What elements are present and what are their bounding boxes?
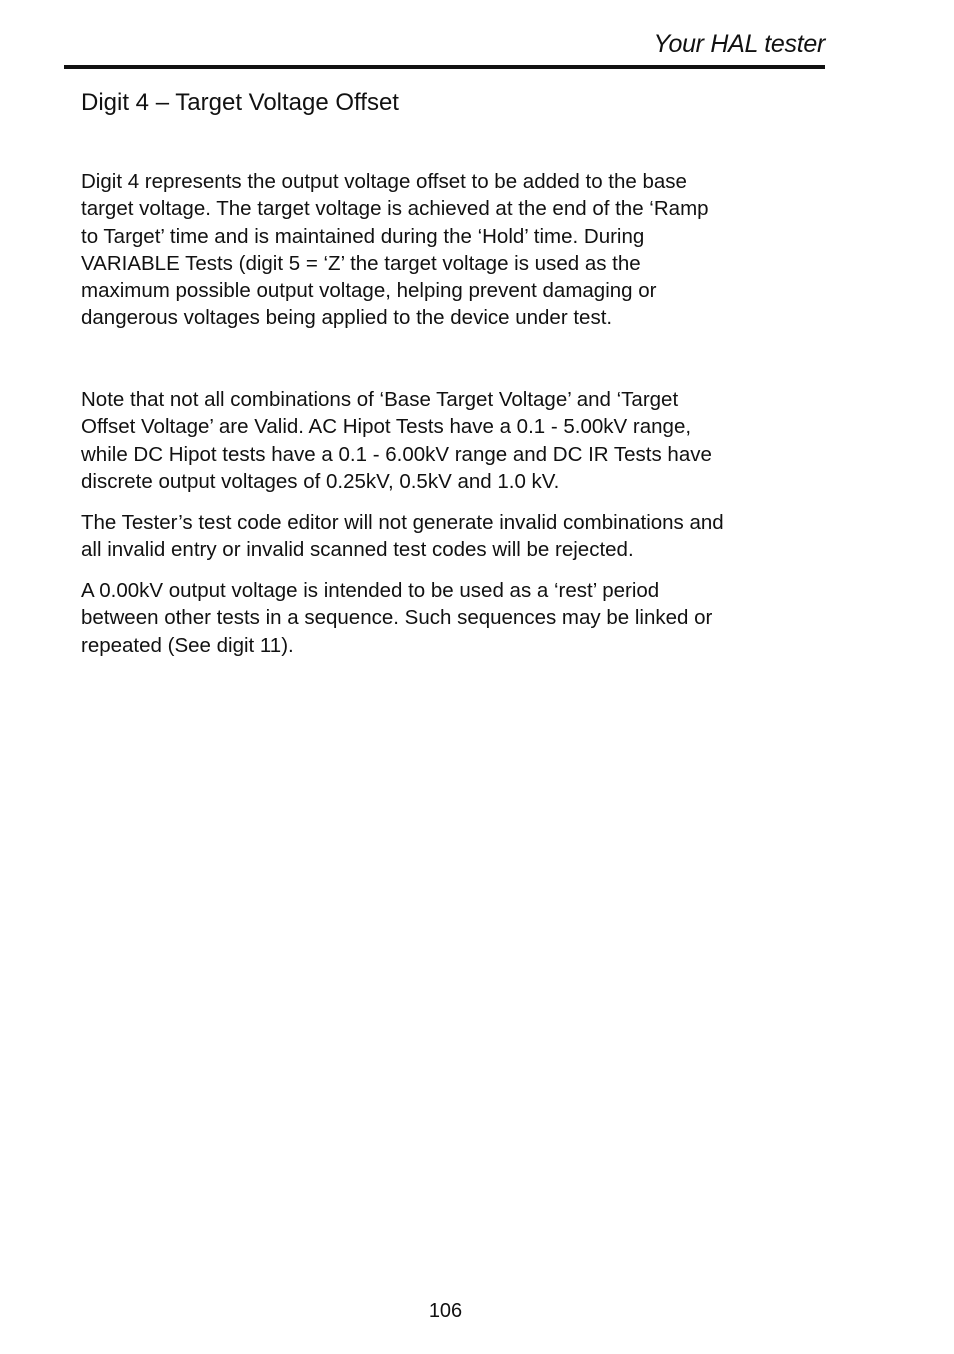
paragraph-rest-period [81, 577, 821, 659]
page-number: 106 [428, 1300, 463, 1322]
paragraph-line: maximum possible output voltage, helping prevent damaging or [81, 279, 657, 303]
paragraph-code-editor [81, 509, 821, 564]
paragraph-line: The Tester’s test code editor will not generate invalid combinations and [81, 511, 724, 534]
paragraph-line: while DC Hipot tests have a 0.1 - 6.00kV range and DC IR Tests have [81, 442, 712, 466]
paragraph-line: Offset Voltage’ are Valid. AC Hipot Tests have a 0.1 - 5.00kV range, [81, 415, 692, 439]
paragraph-line: discrete output voltages of 0.25kV, 0.5kV and 1.0 kV. [81, 469, 560, 493]
paragraph-line: to Target’ time and is maintained during the ‘Hold’ time. During [81, 224, 645, 248]
paragraph-line: A 0.00kV output voltage is intended to be used as a ‘rest’ period [81, 579, 660, 602]
paragraph-line: between other tests in a sequence. Such sequences may be linked or [81, 606, 713, 630]
header-rule [64, 65, 825, 69]
paragraph-line: VARIABLE Tests (digit 5 = ‘Z’ the target voltage is used as the [81, 251, 641, 275]
running-header-title: Your HAL tester [653, 30, 825, 58]
paragraph-line: Digit 4 represents the output voltage offset to be added to the base [81, 170, 687, 193]
section-heading: Digit 4 – Target Voltage Offset [81, 89, 399, 116]
paragraph-target-voltage-offset [81, 168, 821, 332]
paragraph-line: target voltage. The target voltage is achieved at the end of the ‘Ramp [81, 197, 709, 221]
paragraph-line: all invalid entry or invalid scanned test codes will be rejected. [81, 538, 634, 562]
paragraph-line: dangerous voltages being applied to the device under test. [81, 306, 613, 330]
paragraph-line: Note that not all combinations of ‘Base Target Voltage’ and ‘Target [81, 388, 679, 411]
paragraph-line: repeated (See digit 11). [81, 633, 294, 657]
paragraph-valid-combinations [81, 386, 821, 495]
